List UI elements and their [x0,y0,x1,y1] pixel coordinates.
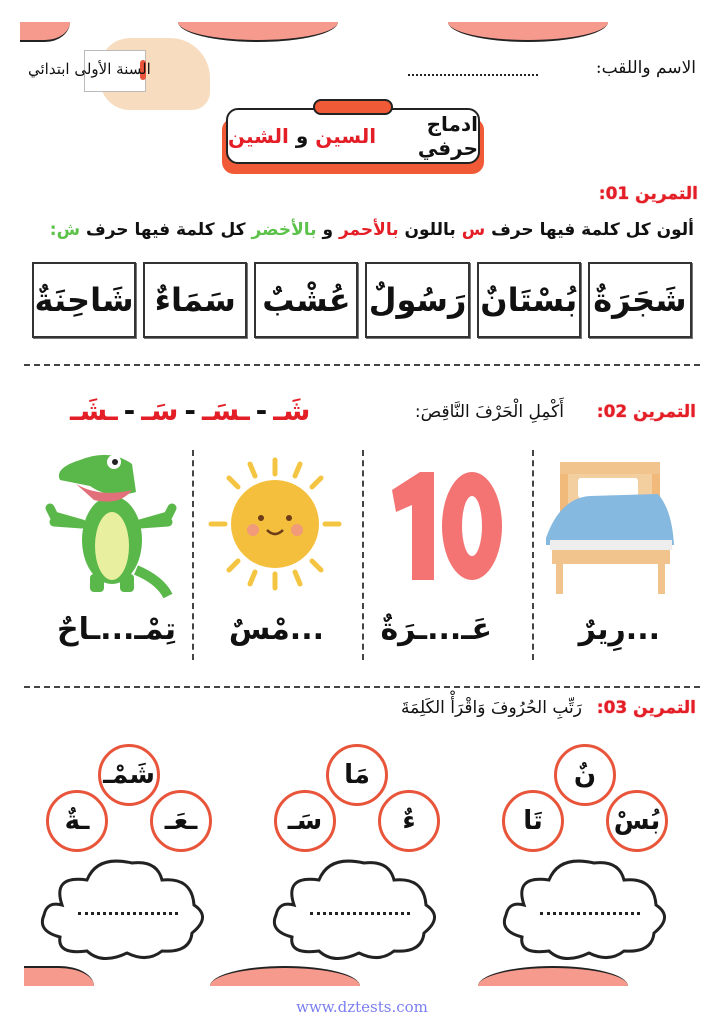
incomplete-word: تِمْـ...ـاحٌ [57,612,176,647]
letter-bubble[interactable]: سَـ [274,790,336,852]
title-conjunction: و [295,124,309,148]
word-box[interactable]: شَاحِنَةٌ [32,262,136,338]
answer-field[interactable] [310,912,410,915]
column-divider [532,450,534,660]
title-text: ادماج حرفي [417,112,478,160]
decorative-arc [210,966,360,986]
exercise-3-instruction: رَتِّبِ الحُرُوفَ وَاقْرَأْ الكَلِمَةَ [401,698,582,718]
answer-field[interactable] [540,912,640,915]
word-box[interactable]: عُشْبٌ [254,262,358,338]
cloud-icon [264,855,444,965]
letter-bubble[interactable]: شَمْـ [98,744,160,806]
incomplete-word: ...رِيرٌ [578,612,660,647]
column-divider [362,450,364,660]
column-divider [192,450,194,660]
word-box[interactable]: شَجَرَةٌ [588,262,692,338]
cloud-icon [494,855,674,965]
answer-field[interactable] [78,912,178,915]
word-boxes [32,262,692,338]
exercise-2-instruction: أَكْمِلِ الْحَرْفَ النَّاقِصَ: [414,402,564,422]
letter-bubble[interactable]: ءٌ [378,790,440,852]
exercise-1-heading: التمرين 01: [598,184,698,204]
decorative-arc [478,966,628,986]
website-footer[interactable]: www.dztests.com [296,998,428,1016]
cloud-icon [32,855,212,965]
letter-bubble[interactable]: ـةٌ [46,790,108,852]
word-box[interactable]: رَسُولٌ [365,262,469,338]
page-title [226,108,480,164]
exercise-2-heading: التمرين 02: [596,402,696,422]
crocodile-icon [40,450,180,600]
decorative-arc [24,966,94,986]
letter-option: شَـ [273,394,311,427]
title-letter-seen: السين [315,124,377,148]
decorative-arc [20,22,70,42]
letter-option: ـسَـ [202,394,250,427]
letter-bubble[interactable]: ـعَـ [150,790,212,852]
exercise-1-instruction: ألون كل كلمة فيها حرف س باللون بالأحمر و بالأخضر كل كلمة فيها حرف ش: [49,220,694,240]
incomplete-word: ...مْسٌ [228,612,324,647]
word-box[interactable]: بُسْتَانٌ [477,262,581,338]
name-label: الاسم واللقب: [595,58,696,78]
number-ten-icon [372,450,512,600]
name-field[interactable] [408,62,538,76]
grade-label: السنة الأولى ابتدائي [28,60,151,78]
letter-option: ـشَـ [70,394,118,427]
bed-icon [540,450,680,600]
letter-bubble[interactable]: بُسْ [606,790,668,852]
title-tab [313,99,393,115]
word-box[interactable]: سَمَاءٌ [143,262,247,338]
incomplete-word: عَـ...ـرَةٌ [380,612,492,647]
sun-icon [205,450,345,600]
decorative-arc [448,22,608,42]
letter-bubble[interactable]: مَا [326,744,388,806]
title-letter-sheen: الشين [228,124,289,148]
letter-option: سَـ [141,394,179,427]
letter-bubble[interactable]: نٌ [554,744,616,806]
decorative-arc [178,22,338,42]
letter-bubble[interactable]: تَا [502,790,564,852]
section-divider [24,686,700,688]
exercise-3-heading: التمرين 03: [596,698,696,718]
letter-options: شَـ-ـسَـ-سَـ-ـشَـ [70,394,311,427]
section-divider [24,364,700,366]
